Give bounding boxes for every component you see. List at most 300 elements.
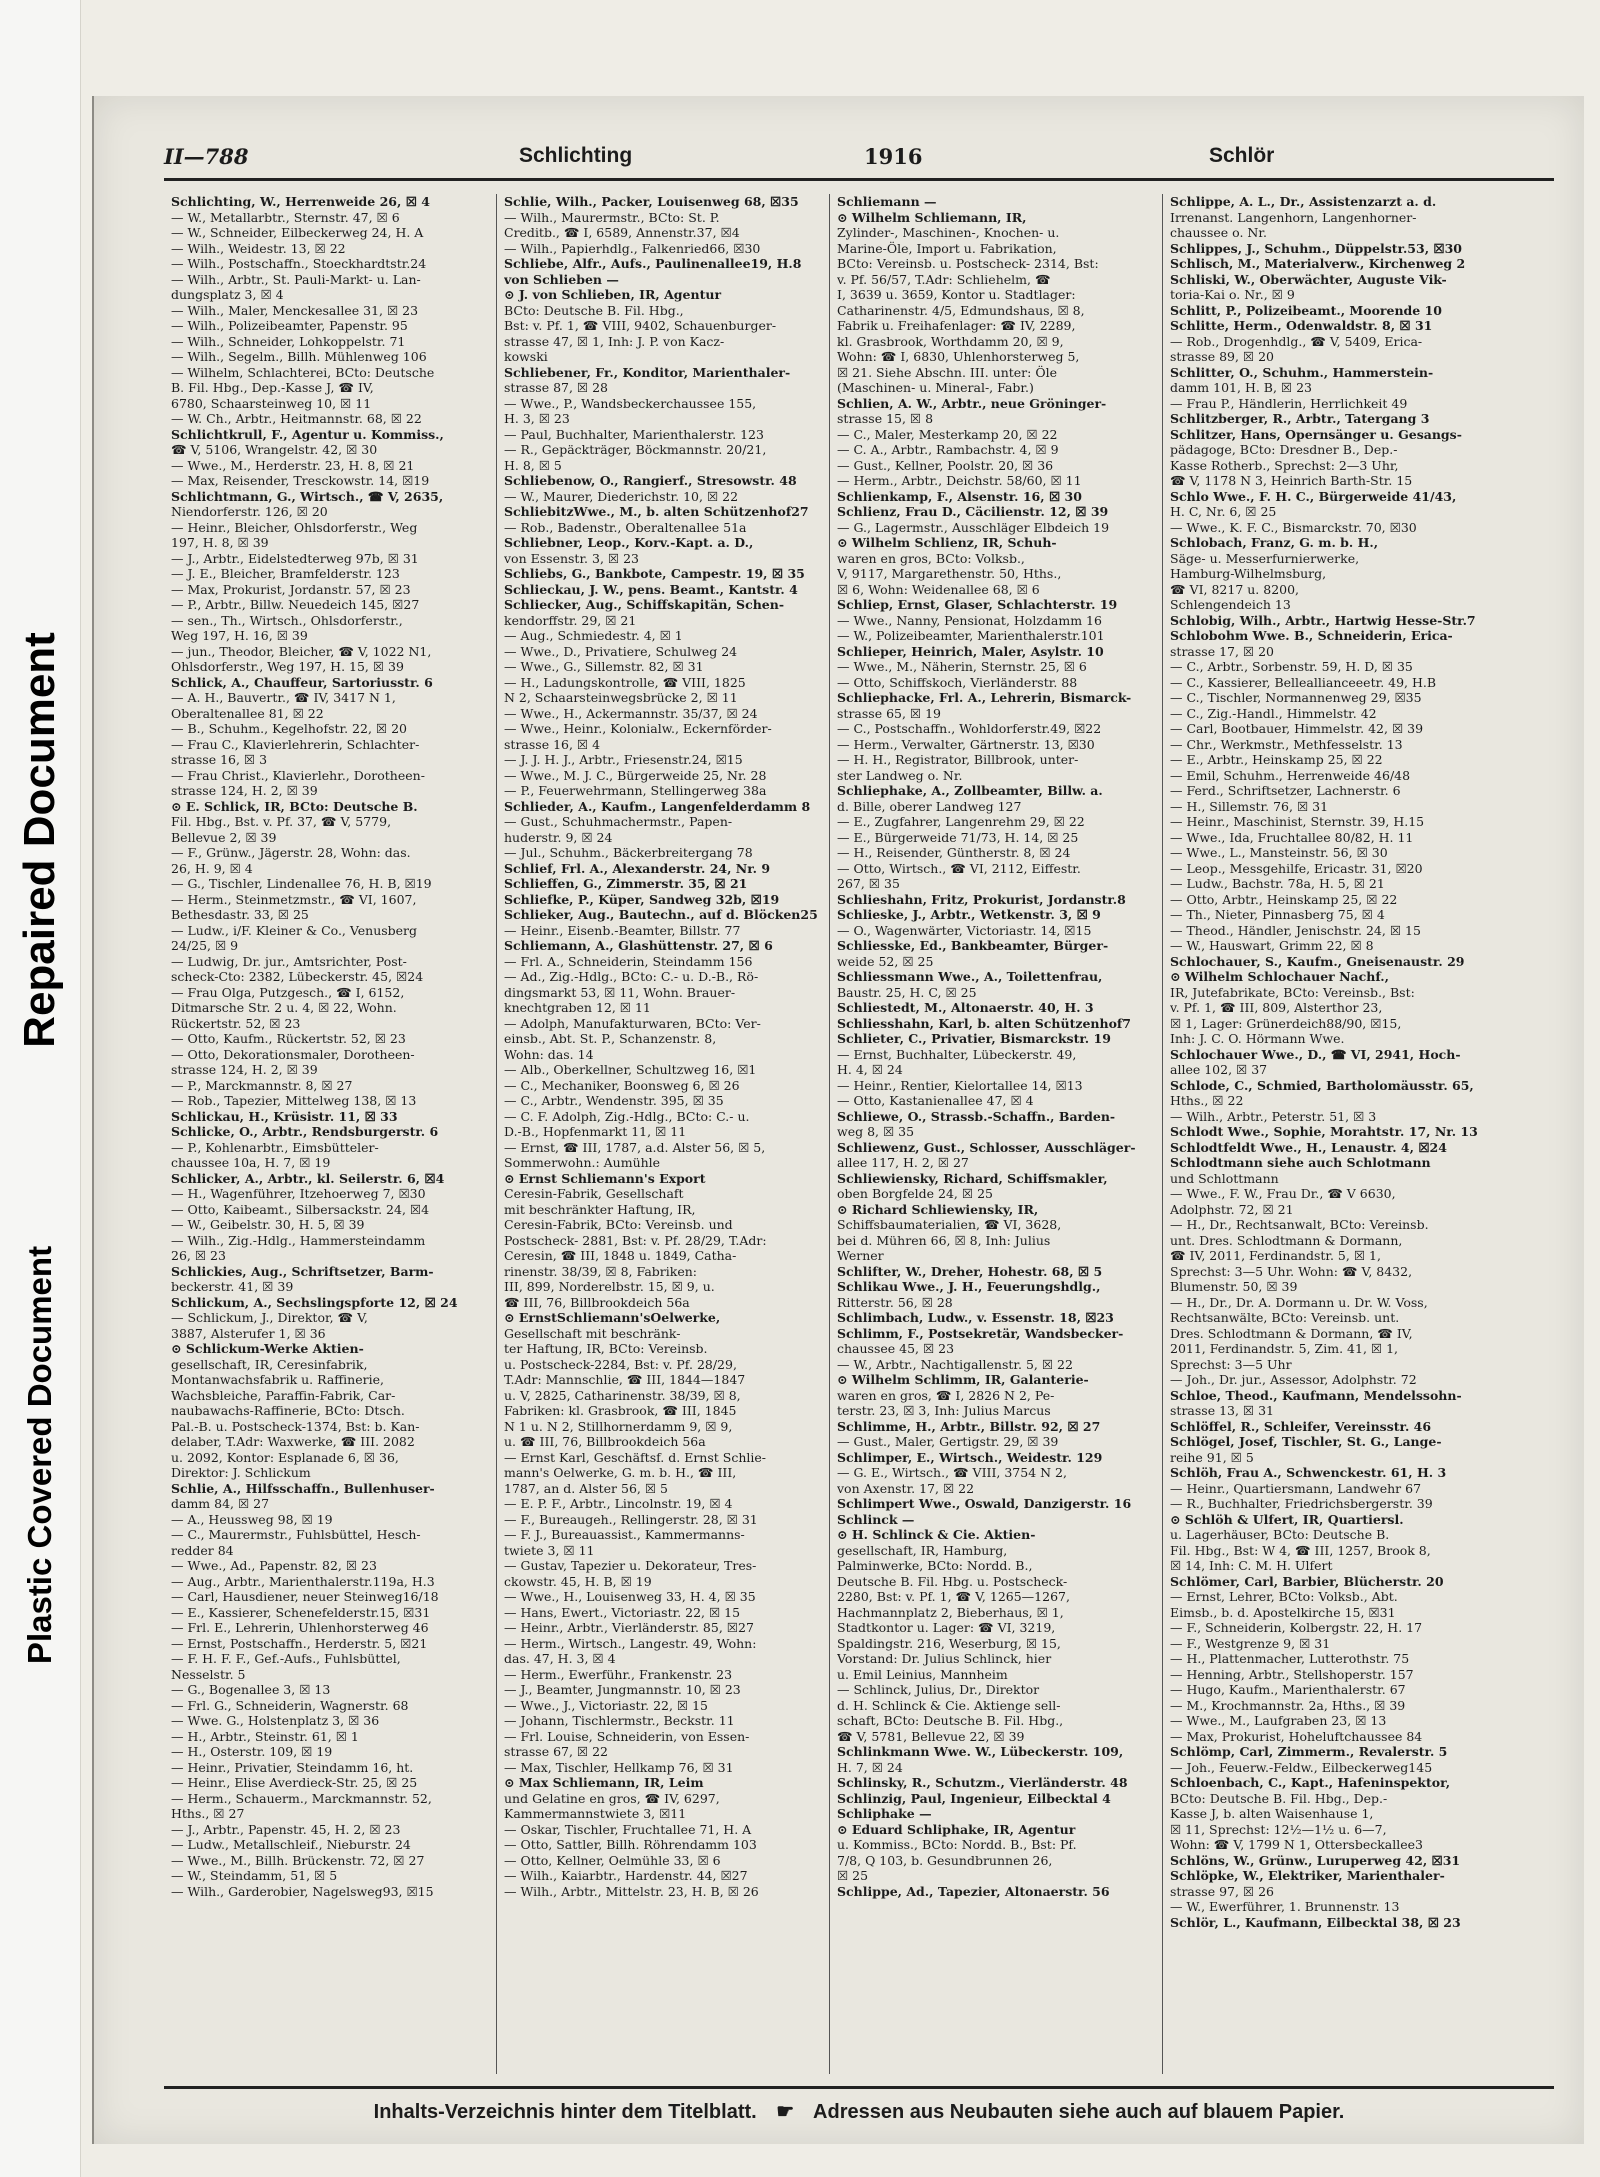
directory-entry: — Wilh., Schneider, Lohkoppelstr. 71	[171, 333, 406, 349]
directory-entry: ⊙ Wilhelm Schliemann, IR,	[837, 209, 1027, 225]
directory-entry: — Hans, Ewert., Victoriastr. 22, ☒ 15	[504, 1604, 741, 1620]
directory-entry: strasse 124, H. 2, ☒ 39	[171, 783, 318, 798]
directory-entry: chaussee o. Nr.	[1170, 225, 1267, 240]
directory-entry: ⊙ Richard Schliewiensky, IR,	[837, 1201, 1039, 1217]
directory-entry: Schlieper, Heinrich, Maler, Asylstr. 10	[837, 643, 1104, 659]
directory-entry: — Carl, Hausdiener, neuer Steinweg16/18	[171, 1589, 439, 1604]
directory-entry: Sommerwohn.: Aumühle	[504, 1155, 661, 1170]
directory-entry: Schlieffen, G., Zimmerstr. 35, ☒ 21	[504, 876, 748, 891]
directory-column-3	[830, 194, 1163, 2074]
directory-entry: unt. Dres. Schlodtmann & Dormann,	[1170, 1232, 1403, 1248]
directory-entry: ☒ 21. Siehe Abschn. III. unter: Öle	[837, 364, 1057, 380]
directory-entry: Schlode, C., Schmied, Bartholomäusstr. 65,	[1170, 1077, 1474, 1093]
directory-entry: — Wwe., F. W., Frau Dr., ☎ V 6630,	[1170, 1186, 1396, 1201]
directory-entry: — W., Ewerführer, 1. Brunnenstr. 13	[1170, 1899, 1400, 1914]
directory-entry: kowski	[504, 349, 548, 364]
directory-entry: ckowstr. 45, H. B, ☒ 19	[504, 1573, 652, 1589]
directory-entry: ⊙ Wilhelm Schlimm, IR, Galanterie-	[837, 1372, 1089, 1387]
directory-entry: ☎ VI, 8217 u. 8200,	[1170, 581, 1300, 597]
directory-entry: B. Fil. Hbg., Dep.-Kasse J, ☎ IV,	[171, 380, 374, 395]
directory-entry: — Ernst, Postschaffn., Herderstr. 5, ☒21	[171, 1635, 428, 1651]
directory-entry: — Wwe., Heinr., Kolonialw., Eckernförder-	[504, 721, 772, 736]
directory-entry: strasse 65, ☒ 19	[837, 705, 942, 721]
directory-entry: — jun., Theodor, Bleicher, ☎ V, 1022 N1,	[171, 643, 432, 659]
directory-entry: Schlitzberger, R., Arbtr., Tatergang 3	[1170, 411, 1430, 426]
directory-entry: — Heinr., Quartiersmann, Landwehr 67	[1170, 1480, 1422, 1496]
directory-entry: 1787, an d. Alster 56, ☒ 5	[504, 1480, 668, 1496]
directory-entry: strasse 89, ☒ 20	[1170, 349, 1275, 364]
directory-entry: ⊙ Max Schliemann, IR, Leim	[504, 1775, 704, 1790]
directory-entry: Schliebenow, O., Rangierf., Stresowstr. 48	[504, 473, 797, 488]
directory-entry: Schliesshahn, Karl, b. alten Schützenhof7	[837, 1015, 1132, 1031]
directory-entry: Schlickau, H., Krüsistr. 11, ☒ 33	[171, 1108, 398, 1124]
directory-entry: — Gust., Schuhmachermstr., Papen-	[504, 814, 733, 829]
directory-entry: — C. A., Arbtr., Rambachstr. 4, ☒ 9	[837, 442, 1059, 457]
directory-entry: — Wwe., H., Ackermannstr. 35/37, ☒ 24	[504, 705, 758, 721]
directory-entry: — Ferd., Schriftsetzer, Lachnerstr. 6	[1170, 783, 1401, 798]
directory-entry: — Ernst, Buchhalter, Lübeckerstr. 49,	[837, 1046, 1077, 1062]
directory-entry: Schlinkmann Wwe. W., Lübeckerstr. 109,	[837, 1744, 1124, 1759]
directory-entry: Wohn: ☎ I, 6830, Uhlenhorsterweg 5,	[837, 349, 1080, 364]
directory-entry: — Oskar, Tischler, Fruchtallee 71, H. A	[504, 1821, 752, 1837]
directory-entry: — Otto, Kaibeamt., Silbersackstr. 24, ☒4	[171, 1201, 430, 1217]
directory-entry: Schlitt, P., Polizeibeamt., Moorende 10	[1170, 302, 1442, 318]
directory-entry: ☒ 14, Inh: C. M. H. Ulfert	[1170, 1558, 1333, 1573]
directory-entry: Schlisch, M., Materialverw., Kirchenweg 2	[1170, 256, 1466, 271]
directory-entry: — Ernst, Lehrer, BCto: Volksb., Abt.	[1170, 1589, 1398, 1604]
directory-entry: knechtgraben 12, ☒ 11	[504, 1000, 651, 1015]
directory-entry: Schlimbach, Ludw., v. Essenstr. 18, ☒23	[837, 1310, 1114, 1325]
directory-entry: ☒ 25	[837, 1868, 869, 1883]
directory-entry: — Heinr., Eisenb.-Beamter, Billstr. 77	[504, 922, 741, 938]
directory-entry: — F., Bureaugeh., Rellingerstr. 28, ☒ 31	[504, 1511, 758, 1527]
directory-entry: Eimsb., b. d. Apostelkirche 15, ☒31	[1170, 1604, 1396, 1620]
directory-entry: pädagoge, BCto: Dresdner B., Dep.-	[1170, 442, 1398, 457]
directory-entry: — Schlinck, Julius, Dr., Direktor	[837, 1682, 1040, 1697]
directory-entry: 3887, Alsterufer 1, ☒ 36	[171, 1325, 326, 1341]
directory-entry: Stadtkontor u. Lager: ☎ VI, 3219,	[837, 1620, 1056, 1635]
directory-entry: — Wilh., Maurermstr., BCto: St. P.	[504, 209, 720, 225]
directory-entry: Schlien, A. W., Arbtr., neue Gröninger-	[837, 395, 1107, 411]
directory-entry: Schlodt Wwe., Sophie, Morahtstr. 17, Nr. 13	[1170, 1124, 1478, 1139]
directory-entry: Schiffsbaumaterialien, ☎ VI, 3628,	[837, 1217, 1062, 1232]
directory-entry: toria-Kai o. Nr., ☒ 9	[1170, 287, 1295, 302]
directory-entry: Schlinzig, Paul, Ingenieur, Eilbecktal 4	[837, 1790, 1111, 1806]
directory-entry: — Otto, Dekorationsmaler, Dorotheen-	[171, 1046, 415, 1062]
directory-entry: — Frl. G., Schneiderin, Wagnerstr. 68	[171, 1697, 409, 1713]
directory-entry: Schliephake, A., Zollbeamter, Billw. a.	[837, 783, 1103, 798]
directory-entry: — F., Grünw., Jägerstr. 28, Wohn: das.	[171, 845, 411, 860]
directory-entry: — G., Tischler, Lindenallee 76, H. B, ☒19	[171, 876, 432, 891]
directory-entry: — H., Sillemstr. 76, ☒ 31	[1170, 798, 1329, 814]
directory-entry: Schlögel, Josef, Tischler, St. G., Lange-	[1170, 1434, 1442, 1449]
directory-entry: terstr. 23, ☒ 3, Inh: Julius Marcus	[837, 1403, 1051, 1418]
directory-entry: 26, ☒ 23	[171, 1248, 226, 1263]
directory-entry: — Th., Nieter, Pinnasberg 75, ☒ 4	[1170, 907, 1385, 922]
directory-entry: — Wilh., Garderobier, Nagelsweg93, ☒15	[171, 1883, 434, 1899]
directory-entry: weide 52, ☒ 25	[837, 953, 934, 969]
directory-entry: beckerstr. 41, ☒ 39	[171, 1279, 294, 1294]
directory-entry: Schlichtkrull, F., Agentur u. Kommiss.,	[171, 426, 444, 442]
directory-entry: ☎ V, 5781, Bellevue 22, ☒ 39	[837, 1728, 1025, 1744]
directory-entry: Ohlsdorferstr., Weg 197, H. 15, ☒ 39	[171, 659, 404, 674]
directory-entry: — Heinr., Maschinist, Sternstr. 39, H.15	[1170, 814, 1425, 829]
directory-entry: Schlief, Frl. A., Alexanderstr. 24, Nr. 9	[504, 860, 771, 876]
directory-entry: Schliemann —	[837, 194, 937, 209]
directory-entry: Schlippe, Ad., Tapezier, Altonaerstr. 56	[837, 1883, 1110, 1899]
directory-entry: Schliep, Ernst, Glaser, Schlachterstr. 19	[837, 597, 1118, 612]
directory-column-1	[164, 194, 497, 2074]
directory-entry: mann's Oelwerke, G. m. b. H., ☎ III,	[504, 1465, 737, 1480]
directory-entry: Ditmarsche Str. 2 u. 4, ☒ 22, Wohn.	[171, 1000, 397, 1015]
directory-entry: Creditb., ☎ I, 6589, Annenstr.37, ☒4	[504, 225, 740, 240]
directory-entry: 267, ☒ 35	[837, 876, 900, 891]
directory-entry: Schliefke, P., Küper, Sandweg 32b, ☒19	[504, 891, 780, 907]
directory-column-2	[497, 194, 830, 2074]
directory-entry: Blumenstr. 50, ☒ 39	[1170, 1279, 1298, 1294]
directory-entry: Irrenanst. Langenhorn, Langenhorner-	[1170, 209, 1417, 225]
directory-entry: — Wwe., G., Sillemstr. 82, ☒ 31	[504, 659, 704, 674]
directory-entry: Schlör, L., Kaufmann, Eilbecktal 38, ☒ 23	[1170, 1914, 1461, 1930]
directory-entry: (Maschinen- u. Mineral-, Fabr.)	[837, 380, 1034, 395]
directory-entry: bei d. Mühren 66, ☒ 8, Inh: Julius	[837, 1232, 1051, 1248]
directory-entry: weg 8, ☒ 35	[837, 1124, 915, 1139]
directory-entry: — Wilh., Postschaffn., Stoeckhardtstr.24	[171, 256, 427, 271]
directory-entry: — C., Postschaffn., Wohldorferstr.49, ☒22	[837, 721, 1102, 736]
directory-entry: Schliebener, Fr., Konditor, Marienthaler-	[504, 364, 791, 380]
directory-entry: Marine-Öle, Import u. Fabrikation,	[837, 240, 1057, 256]
directory-entry: waren en gros, ☎ I, 2826 N 2, Pe-	[837, 1387, 1055, 1403]
directory-entry: H. 3, ☒ 23	[504, 411, 570, 426]
directory-entry: Fabrik u. Freihafenlager: ☎ IV, 2289,	[837, 318, 1076, 333]
directory-page	[92, 96, 1584, 2144]
directory-entry: Schlitte, Herm., Odenwaldstr. 8, ☒ 31	[1170, 318, 1433, 333]
directory-entry: 2280, Bst: v. Pf. 1, ☎ V, 1265—1267,	[837, 1589, 1070, 1604]
directory-entry: — Wilhelm, Schlachterei, BCto: Deutsche	[171, 364, 435, 380]
directory-entry: — Wwe., Ad., Papenstr. 82, ☒ 23	[171, 1558, 377, 1573]
directory-entry: Hamburg-Wilhelmsburg,	[1170, 566, 1327, 581]
directory-entry: 6780, Schaarsteinweg 10, ☒ 11	[171, 395, 372, 411]
directory-entry: d. Bille, oberer Landweg 127	[837, 798, 1022, 814]
directory-entry: — Rob., Tapezier, Mittelweg 138, ☒ 13	[171, 1093, 417, 1108]
directory-entry: twiete 3, ☒ 11	[504, 1542, 595, 1558]
directory-entry: von Axenstr. 17, ☒ 22	[837, 1480, 975, 1496]
directory-entry: — Gust., Maler, Gertigstr. 29, ☒ 39	[837, 1434, 1059, 1449]
directory-entry: Gesellschaft mit beschränk-	[504, 1325, 681, 1341]
directory-entry: — Aug., Arbtr., Marienthalerstr.119a, H.3	[171, 1573, 435, 1589]
header-first-entry: Schlichting	[519, 144, 633, 167]
directory-entry: Schlo Wwe., F. H. C., Bürgerweide 41/43,	[1170, 488, 1457, 504]
page-footer	[164, 2086, 1554, 2124]
directory-entry: — H., Plattenmacher, Lutterothstr. 75	[1170, 1651, 1410, 1666]
directory-entry: — Herm., Ewerführ., Frankenstr. 23	[504, 1666, 733, 1682]
directory-entry: N 1 u. N 2, Stillhornerdamm 9, ☒ 9,	[504, 1418, 733, 1434]
directory-entry: — Herm., Schauerm., Marckmannstr. 52,	[171, 1790, 432, 1806]
directory-entry: Schlöpke, W., Elektriker, Marienthaler-	[1170, 1868, 1445, 1883]
directory-entry: strasse 13, ☒ 31	[1170, 1403, 1275, 1418]
directory-entry: Schliebner, Leop., Korv.-Kapt. a. D.,	[504, 535, 754, 550]
directory-entry: strasse 15, ☒ 8	[837, 411, 934, 426]
directory-entry: Schlinck —	[837, 1511, 915, 1527]
page-number: II—788	[164, 144, 249, 169]
directory-entry: Schlippe, A. L., Dr., Assistenzarzt a. d.	[1170, 194, 1437, 209]
directory-entry: Bellevue 2, ☒ 39	[171, 829, 277, 845]
directory-entry: Zylinder-, Maschinen-, Knochen- u.	[837, 225, 1060, 240]
directory-entry: Schloenbach, C., Kapt., Hafeninspektor,	[1170, 1775, 1451, 1790]
directory-entry: — F. H. F. F., Gef.-Aufs., Fuhlsbüttel,	[171, 1651, 401, 1666]
directory-entry: ⊙ E. Schlick, IR, BCto: Deutsche B.	[171, 798, 418, 814]
directory-entry: Fil. Hbg., Bst: W 4, ☎ III, 1257, Brook 8,	[1170, 1542, 1431, 1558]
directory-entry: — Wilh., Kaiarbtr., Hardenstr. 44, ☒27	[504, 1868, 748, 1883]
directory-entry: kendorffstr. 29, ☒ 21	[504, 612, 637, 628]
directory-entry: allee 102, ☒ 37	[1170, 1062, 1268, 1077]
directory-entry: u. Kommiss., BCto: Nordd. B., Bst: Pf.	[837, 1837, 1077, 1852]
directory-entry: — Max, Prokurist, Jordanstr. 57, ☒ 23	[171, 581, 411, 597]
footer-new-buildings-note: Adressen aus Neubauten siehe auch auf blauem Papier.	[813, 2101, 1345, 2123]
directory-entry: u. Lagerhäuser, BCto: Deutsche B.	[1170, 1527, 1390, 1542]
directory-entry: BCto: Deutsche B. Fil. Hbg., Dep.-	[1170, 1790, 1388, 1806]
directory-entry: Schlodtmann siehe auch Schlotmann	[1170, 1155, 1431, 1170]
directory-entry: ⊙ Wilhelm Schlochauer Nachf.,	[1170, 969, 1389, 984]
directory-entry: — Wilh., Segelm., Billh. Mühlenweg 106	[171, 349, 427, 364]
directory-entry: — Schlickum, J., Direktor, ☎ V,	[171, 1310, 368, 1325]
directory-entry: d. H. Schlinck & Cie. Aktienge sell-	[837, 1697, 1061, 1713]
directory-entry: — Johann, Tischlermstr., Beckstr. 11	[504, 1713, 735, 1728]
directory-entry: — Frau Christ., Klavierlehr., Dorotheen-	[171, 767, 425, 783]
directory-entry: delaber, T.Adr: Waxwerke, ☎ III. 2082	[171, 1434, 415, 1449]
directory-entry: ☒ 1, Lager: Grünerdeich88/90, ☒15,	[1170, 1015, 1402, 1031]
directory-entry: Fil. Hbg., Bst. v. Pf. 37, ☎ V, 5779,	[171, 814, 392, 829]
directory-entry: Schlienz, Frau D., Cäcilienstr. 12, ☒ 39	[837, 504, 1109, 519]
directory-entry: H. 7, ☒ 24	[837, 1759, 903, 1775]
directory-entry: — Hugo, Kaufm., Marienthalerstr. 67	[1170, 1682, 1406, 1697]
directory-entry: — P., Feuerwehrmann, Stellingerweg 38a	[504, 783, 767, 798]
directory-entry: Schlifter, W., Dreher, Hohestr. 68, ☒ 5	[837, 1263, 1103, 1279]
directory-entry: Schlitter, O., Schuhm., Hammerstein-	[1170, 364, 1434, 380]
directory-entry: — Wwe., M., Herderstr. 23, H. 8, ☒ 21	[171, 457, 415, 473]
directory-entry: — W., Hauswart, Grimm 22, ☒ 8	[1170, 938, 1374, 953]
directory-entry: u. ☎ III, 76, Billbrookdeich 56a	[504, 1434, 706, 1449]
directory-entry: — E., Arbtr., Heinskamp 25, ☒ 22	[1170, 752, 1383, 767]
directory-column-4	[1163, 194, 1496, 2074]
directory-entry: N 2, Schaarsteinwegsbrücke 2, ☒ 11	[504, 690, 738, 705]
directory-entry: Schlicke, O., Arbtr., Rendsburgerstr. 6	[171, 1124, 439, 1139]
directory-entry: — P., Kohlenarbtr., Eimsbütteler-	[171, 1139, 379, 1155]
directory-entry: Inh: J. C. O. Hörmann Wwe.	[1170, 1031, 1345, 1046]
directory-entry: Schliewiensky, Richard, Schiffsmakler,	[837, 1170, 1108, 1186]
directory-entry: strasse 67, ☒ 22	[504, 1744, 609, 1759]
directory-entry: — H., Wagenführer, Itzehoerweg 7, ☒30	[171, 1186, 426, 1201]
directory-entry: — J. E., Bleicher, Bramfelderstr. 123	[171, 566, 400, 581]
directory-entry: Schliebe, Alfr., Aufs., Paulinenallee19, H.8	[504, 256, 802, 271]
directory-entry: Schlie, A., Hilfsschaffn., Bullenhuser-	[171, 1480, 435, 1496]
directory-entry: — Herm., Verwalter, Gärtnerstr. 13, ☒30	[837, 736, 1095, 752]
directory-entry: strasse 16, ☒ 4	[504, 736, 601, 752]
directory-entry: — E. P. F., Arbtr., Lincolnstr. 19, ☒ 4	[504, 1496, 733, 1511]
directory-entry: Schlieske, J., Arbtr., Wetkenstr. 3, ☒ 9	[837, 907, 1101, 922]
directory-entry: 2011, Ferdinandstr. 5, Zim. 41, ☒ 1,	[1170, 1341, 1399, 1356]
directory-entry: Schlimpert Wwe., Oswald, Danzigerstr. 16	[837, 1496, 1132, 1511]
directory-entry: und Gelatine en gros, ☎ IV, 6297,	[504, 1790, 720, 1806]
directory-entry: Spaldingstr. 216, Weserburg, ☒ 15,	[837, 1635, 1061, 1651]
directory-entry: Montanwachsfabrik u. Raffinerie,	[171, 1372, 384, 1387]
directory-entry: H. C, Nr. 6, ☒ 25	[1170, 504, 1277, 519]
header-last-entry: Schlör	[1209, 144, 1275, 167]
directory-entry: Schlie, Wilh., Packer, Louisenweg 68, ☒35	[504, 194, 799, 209]
directory-entry: Schlickies, Aug., Schriftsetzer, Barm-	[171, 1263, 434, 1279]
directory-entry: — W., Metallarbtr., Sternstr. 47, ☒ 6	[171, 209, 400, 225]
pointing-hand-icon: ☛	[776, 2101, 795, 2123]
directory-entry: — W., Schneider, Eilbeckerweg 24, H. A	[171, 225, 424, 240]
directory-entry: — H. H., Registrator, Billbrook, unter-	[837, 752, 1079, 767]
directory-entry: Schliebs, G., Bankbote, Campestr. 19, ☒ 35	[504, 566, 805, 581]
directory-entry: — O., Wagenwärter, Victoriastr. 14, ☒15	[837, 922, 1092, 938]
directory-entry: — Otto, Schiffskoch, Vierländerstr. 88	[837, 674, 1078, 690]
directory-entry: — W. Ch., Arbtr., Heitmannstr. 68, ☒ 22	[171, 411, 422, 426]
directory-entry: — Ludw., Metallschleif., Nieburstr. 24	[171, 1837, 411, 1852]
directory-entry: Schlieker, Aug., Bautechn., auf d. Blöcken25	[504, 907, 818, 922]
directory-entry: — H., Reisender, Güntherstr. 8, ☒ 24	[837, 845, 1071, 860]
directory-entry: Schlieckau, J. W., pens. Beamt., Kantstr. 4	[504, 581, 798, 597]
directory-entry: ⊙ Ernst Schliemann's Export	[504, 1170, 706, 1186]
directory-entry: — Wwe., D., Privatiere, Schulweg 24	[504, 643, 738, 659]
spine-label-plastic-covered: Plastic Covered Document	[21, 1245, 58, 1665]
directory-entry: Schliemann, A., Glashüttenstr. 27, ☒ 6	[504, 938, 773, 953]
directory-entry: — Frau Olga, Putzgesch., ☎ I, 6152,	[171, 984, 405, 1000]
directory-entry: Sprechst: 3—5 Uhr	[1170, 1356, 1292, 1372]
directory-entry: — C., Tischler, Normannenweg 29, ☒35	[1170, 690, 1422, 705]
directory-entry: BCto: Vereinsb. u. Postscheck- 2314, Bst:	[837, 256, 1099, 271]
directory-entry: reihe 91, ☒ 5	[1170, 1449, 1254, 1465]
directory-entry: waren en gros, BCto: Volksb.,	[837, 550, 1025, 566]
directory-entry: Schliski, W., Oberwächter, Auguste Vik-	[1170, 271, 1447, 287]
directory-entry: strasse 16, ☒ 3	[171, 752, 268, 767]
directory-entry: Wohn: das. 14	[504, 1046, 594, 1062]
directory-entry: — Wilh., Polizeibeamter, Papenstr. 95	[171, 318, 408, 333]
directory-entry: — Joh., Dr. jur., Assessor, Adolphstr. 72	[1170, 1372, 1417, 1387]
directory-entry: — Wwe., M. J. C., Bürgerweide 25, Nr. 28	[504, 767, 767, 783]
directory-entry: — R., Buchhalter, Friedrichsbergerstr. 39	[1170, 1496, 1433, 1511]
directory-entry: — P., Arbtr., Billw. Neuedeich 145, ☒27	[171, 597, 420, 612]
directory-entry: Schlengendeich 13	[1170, 597, 1291, 612]
directory-entry: — Ernst Karl, Geschäftsf. d. Ernst Schlie-	[504, 1449, 766, 1465]
directory-entry: — Wilh., Zig.-Hdlg., Hammersteindamm	[171, 1232, 426, 1248]
directory-entry: Niendorferstr. 126, ☒ 20	[171, 504, 328, 519]
directory-entry: Hachmannplatz 2, Bieberhaus, ☒ 1,	[837, 1604, 1064, 1620]
directory-entry: Schlodtfeldt Wwe., H., Lenaustr. 4, ☒24	[1170, 1139, 1447, 1155]
directory-entry: IR, Jutefabrikate, BCto: Vereinsb., Bst:	[1170, 984, 1415, 1000]
directory-entry: ster Landweg o. Nr.	[837, 767, 963, 783]
directory-entry: — Wwe., M., Laufgraben 23, ☒ 13	[1170, 1713, 1387, 1728]
directory-entry: Säge- u. Messerfurnierwerke,	[1170, 550, 1360, 566]
directory-entry: — F. J., Bureauassist., Kammermanns-	[504, 1527, 745, 1542]
directory-entry: — Wwe., Ida, Fruchtallee 80/82, H. 11	[1170, 829, 1414, 845]
directory-entry: v. Pf. 56/57, T.Adr: Schliehelm, ☎	[837, 271, 1051, 287]
directory-entry: Pal.-B. u. Postscheck-1374, Bst: b. Kan-	[171, 1418, 420, 1434]
directory-entry: Schlobohm Wwe. B., Schneiderin, Erica-	[1170, 628, 1453, 643]
directory-entry: Schlöns, W., Grünw., Luruperweg 42, ☒31	[1170, 1852, 1461, 1868]
directory-entry: dingsmarkt 53, ☒ 11, Wohn. Brauer-	[504, 984, 736, 1000]
directory-entry: ☎ IV, 2011, Ferdinandstr. 5, ☒ 1,	[1170, 1248, 1381, 1263]
directory-entry: Schliessmann Wwe., A., Toilettenfrau,	[837, 969, 1103, 984]
directory-entry: — M., Krochmannstr. 2a, Hths., ☒ 39	[1170, 1697, 1406, 1713]
directory-entry: damm 84, ☒ 27	[171, 1496, 270, 1511]
directory-entry: I, 3639 u. 3659, Kontor u. Stadtlager:	[837, 287, 1076, 302]
directory-entry: ⊙ Schlöh & Ulfert, IR, Quartiersl.	[1170, 1511, 1404, 1527]
directory-entry: Schlobig, Wilh., Arbtr., Hartwig Hesse-Str.7	[1170, 612, 1476, 628]
directory-entry: Werner	[837, 1248, 884, 1263]
directory-entry: — Theod., Händler, Jenischstr. 24, ☒ 15	[1170, 922, 1421, 938]
directory-entry: Ritterstr. 56, ☒ 28	[837, 1294, 953, 1310]
directory-entry: — Frau P., Händlerin, Herrlichkeit 49	[1170, 395, 1408, 411]
directory-entry: Oberaltenallee 81, ☒ 22	[171, 705, 324, 721]
directory-entry: H. 8, ☒ 5	[504, 457, 562, 473]
directory-entry: H. 4, ☒ 24	[837, 1062, 903, 1077]
directory-entry: u. Postscheck-2284, Bst: v. Pf. 28/29,	[504, 1356, 737, 1372]
directory-entry: — Herm., Wirtsch., Langestr. 49, Wohn:	[504, 1635, 757, 1651]
directory-entry: — Wwe., M., Näherin, Sternstr. 25, ☒ 6	[837, 659, 1087, 674]
directory-entry: — A. H., Bauvertr., ☎ IV, 3417 N 1,	[171, 690, 396, 705]
directory-entry: — C., Arbtr., Sorbenstr. 59, H. D, ☒ 35	[1170, 659, 1413, 674]
directory-entry: — Heinr., Privatier, Steindamm 16, ht.	[171, 1759, 414, 1775]
directory-entry: — P., Marckmannstr. 8, ☒ 27	[171, 1077, 353, 1093]
directory-entry: Bst: v. Pf. 1, ☎ VIII, 9402, Schauenburger-	[504, 318, 777, 333]
directory-entry: SchliebitzWwe., M., b. alten Schützenhof27	[504, 504, 809, 519]
directory-entry: Schliecker, Aug., Schiffskapitän, Schen-	[504, 597, 785, 612]
directory-entry: — Otto, Kastanienallee 47, ☒ 4	[837, 1093, 1034, 1108]
directory-entry: — Wwe., Nanny, Pensionat, Holzdamm 16	[837, 612, 1102, 628]
directory-entry: mit beschränkter Haftung, IR,	[504, 1201, 696, 1217]
directory-entry: Schlöffel, R., Schleifer, Vereinsstr. 46	[1170, 1418, 1432, 1434]
directory-entry: Schlienkamp, F., Alsenstr. 16, ☒ 30	[837, 488, 1082, 504]
directory-entry: redder 84	[171, 1542, 234, 1558]
directory-entry: Schlippes, J., Schuhm., Düppelstr.53, ☒30	[1170, 240, 1462, 256]
directory-entry: — sen., Th., Wirtsch., Ohlsdorferstr.,	[171, 612, 403, 628]
directory-entry: Schlichting, W., Herrenweide 26, ☒ 4	[171, 194, 430, 209]
directory-entry: — Wilh., Papierhdlg., Falkenried66, ☒30	[504, 240, 761, 256]
directory-entry: Schlick, A., Chauffeur, Sartoriusstr. 6	[171, 674, 433, 690]
footer-index-note: Inhalts-Verzeichnis hinter dem Titelblatt.	[373, 2101, 757, 2123]
directory-entry: strasse 17, ☒ 20	[1170, 643, 1275, 659]
directory-entry: ☎ V, 5106, Wrangelstr. 42, ☒ 30	[171, 442, 378, 457]
directory-entry: Direktor: J. Schlickum	[171, 1465, 311, 1480]
directory-entry: kl. Grasbrook, Worthdamm 20, ☒ 9,	[837, 333, 1064, 349]
directory-entry: — Rob., Badenstr., Oberaltenallee 51a	[504, 519, 747, 535]
directory-entry: einsb., Abt. St. P., Schanzenstr. 8,	[504, 1031, 717, 1046]
directory-entry: Schliestedt, M., Altonaerstr. 40, H. 3	[837, 1000, 1094, 1015]
directory-entry: — Max, Reisender, Tresckowstr. 14, ☒19	[171, 473, 430, 488]
directory-entry: — J. J. H. J., Arbtr., Friesenstr.24, ☒15	[504, 752, 743, 767]
directory-entry: — Wilh., Arbtr., Mittelstr. 23, H. B, ☒ 26	[504, 1883, 759, 1899]
directory-entry: Wohn: ☎ V, 1799 N 1, Ottersbeckallee3	[1170, 1837, 1423, 1852]
directory-entry: — Heinr., Elise Averdieck-Str. 25, ☒ 25	[171, 1775, 418, 1790]
directory-entry: — Frl. E., Lehrerin, Uhlenhorsterweg 46	[171, 1620, 429, 1635]
directory-entry: Schlieshahn, Fritz, Prokurist, Jordanstr.8	[837, 891, 1126, 907]
directory-entry: — Frl. Louise, Schneiderin, von Essen-	[504, 1728, 750, 1744]
directory-entry: — Emil, Schuhm., Herrenweide 46/48	[1170, 767, 1411, 783]
directory-entry: — Max, Prokurist, Hoheluftchaussee 84	[1170, 1728, 1423, 1744]
directory-entry: — W., Arbtr., Nachtigallenstr. 5, ☒ 22	[837, 1356, 1073, 1372]
directory-entry: — W., Steindamm, 51, ☒ 5	[171, 1868, 338, 1883]
directory-entry: Catharinenstr. 4/5, Edmundshaus, ☒ 8,	[837, 302, 1085, 318]
directory-entry: strasse 124, H. 2, ☒ 39	[171, 1062, 318, 1077]
directory-entry: ☒ 6, Wohn: Weidenallee 68, ☒ 6	[837, 581, 1040, 597]
directory-entry: ⊙ H. Schlinck & Cie. Aktien-	[837, 1527, 1036, 1542]
directory-entry: — Wwe., J., Victoriastr. 22, ☒ 15	[504, 1697, 709, 1713]
directory-entry: — Leop., Messgehilfe, Ericastr. 31, ☒20	[1170, 860, 1423, 876]
directory-entry: — Otto, Kellner, Oelmühle 33, ☒ 6	[504, 1852, 721, 1868]
directory-entry: Ceresin-Fabrik, Gesellschaft	[504, 1186, 684, 1201]
